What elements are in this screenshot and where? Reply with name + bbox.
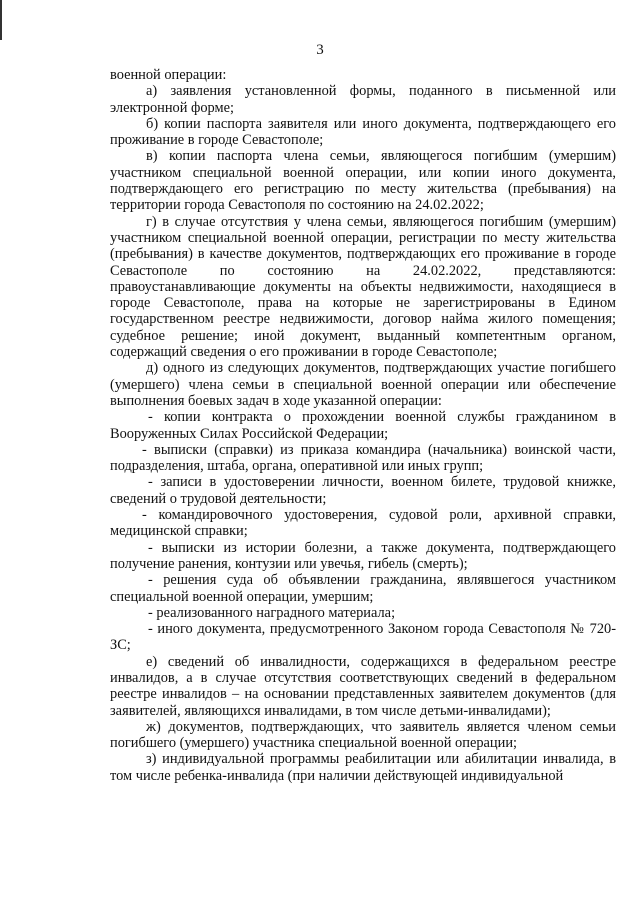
page-number: 3 <box>316 42 324 58</box>
dash-item-award-material: - реализованного наградного материала; <box>148 604 396 621</box>
dash-item-order-extract: - выписки (справки) из приказа командира (начальника) воинской части, подразделения, штаба, органа, оперативной или иных групп; <box>110 441 616 475</box>
paragraph-continuation: военной операции: <box>110 67 227 83</box>
paragraph-item-b: б) копии паспорта заявителя или иного документа, подтверждающего его проживание в городе Севастополе; <box>110 115 616 149</box>
paragraph-item-e: е) сведений об инвалидности, содержащихся в федеральном реестре инвалидов, а в случае отсутствия соответствующих сведений в федеральном реестре инвалидов – на основании представленных заявителем документов (для заявителей, являющихся инвалидами, в том числе детьми-инвалидами); <box>110 653 616 719</box>
dash-item-travel-certificate: - командировочного удостоверения, судовой роли, архивной справки, медицинской справки; <box>110 507 616 540</box>
scan-edge-mark <box>0 0 2 40</box>
dash-item-contract: - копии контракта о прохождении военной службы гражданином в Вооруженных Силах Российской Федерации; <box>110 409 616 442</box>
dash-item-medical-history: - выписки из истории болезни, а также документа, подтверждающего получение ранения, контузии или увечья, гибель (смерть); <box>110 539 616 572</box>
paragraph-item-g: г) в случае отсутствия у члена семьи, являющегося погибшим (умершим) участником специальной военной операции, регистрации по месту жительства (пребывания) в качестве документов, подтверждающих его проживание в городе Севастополе по состоянию на 24.02.2022, представляются: правоустанавливающие документы на объекты недвижимости, находящиеся в городе Севастополе, права на которые не зарегистрированы в Едином государственном реестре недвижимости, договор найма жилого помещения; судебное решение; иной документ, выданный компетентным органом, содержащий сведения о его проживании в городе Севастополе; <box>110 213 616 361</box>
paragraph-item-d: д) одного из следующих документов, подтверждающих участие погибшего (умершего) члена семьи в специальной военной операции или обеспечение выполнения боевых задач в ходе указанной операции: <box>110 360 616 409</box>
paragraph-item-z: з) индивидуальной программы реабилитации или абилитации инвалида, в том числе ребенка-инвалида (при наличии действующей индивидуальной <box>110 751 616 784</box>
paragraph-item-zh: ж) документов, подтверждающих, что заявитель является членом семьи погибшего (умершего) участника специальной военной операции; <box>110 718 616 752</box>
dash-item-id-records: - записи в удостоверении личности, военном билете, трудовой книжке, сведений о трудовой деятельности; <box>110 474 616 507</box>
document-body <box>110 67 616 784</box>
paragraph-item-v: в) копии паспорта члена семьи, являющегося погибшим (умершим) участником специальной военной операции, или копии иного документа, подтверждающего его регистрацию по месту жительства (пребывания) на территории города Севастополя по состоянию на 24.02.2022; <box>110 148 616 214</box>
paragraph-item-a: а) заявления установленной формы, поданного в письменной или электронной форме; <box>110 83 616 116</box>
dash-item-court-decision: - решения суда об объявлении гражданина, являвшегося участником специальной военной операции, умершим; <box>110 572 616 605</box>
dash-item-other-document: - иного документа, предусмотренного Законом города Севастополя № 720-ЗС; <box>110 621 616 654</box>
